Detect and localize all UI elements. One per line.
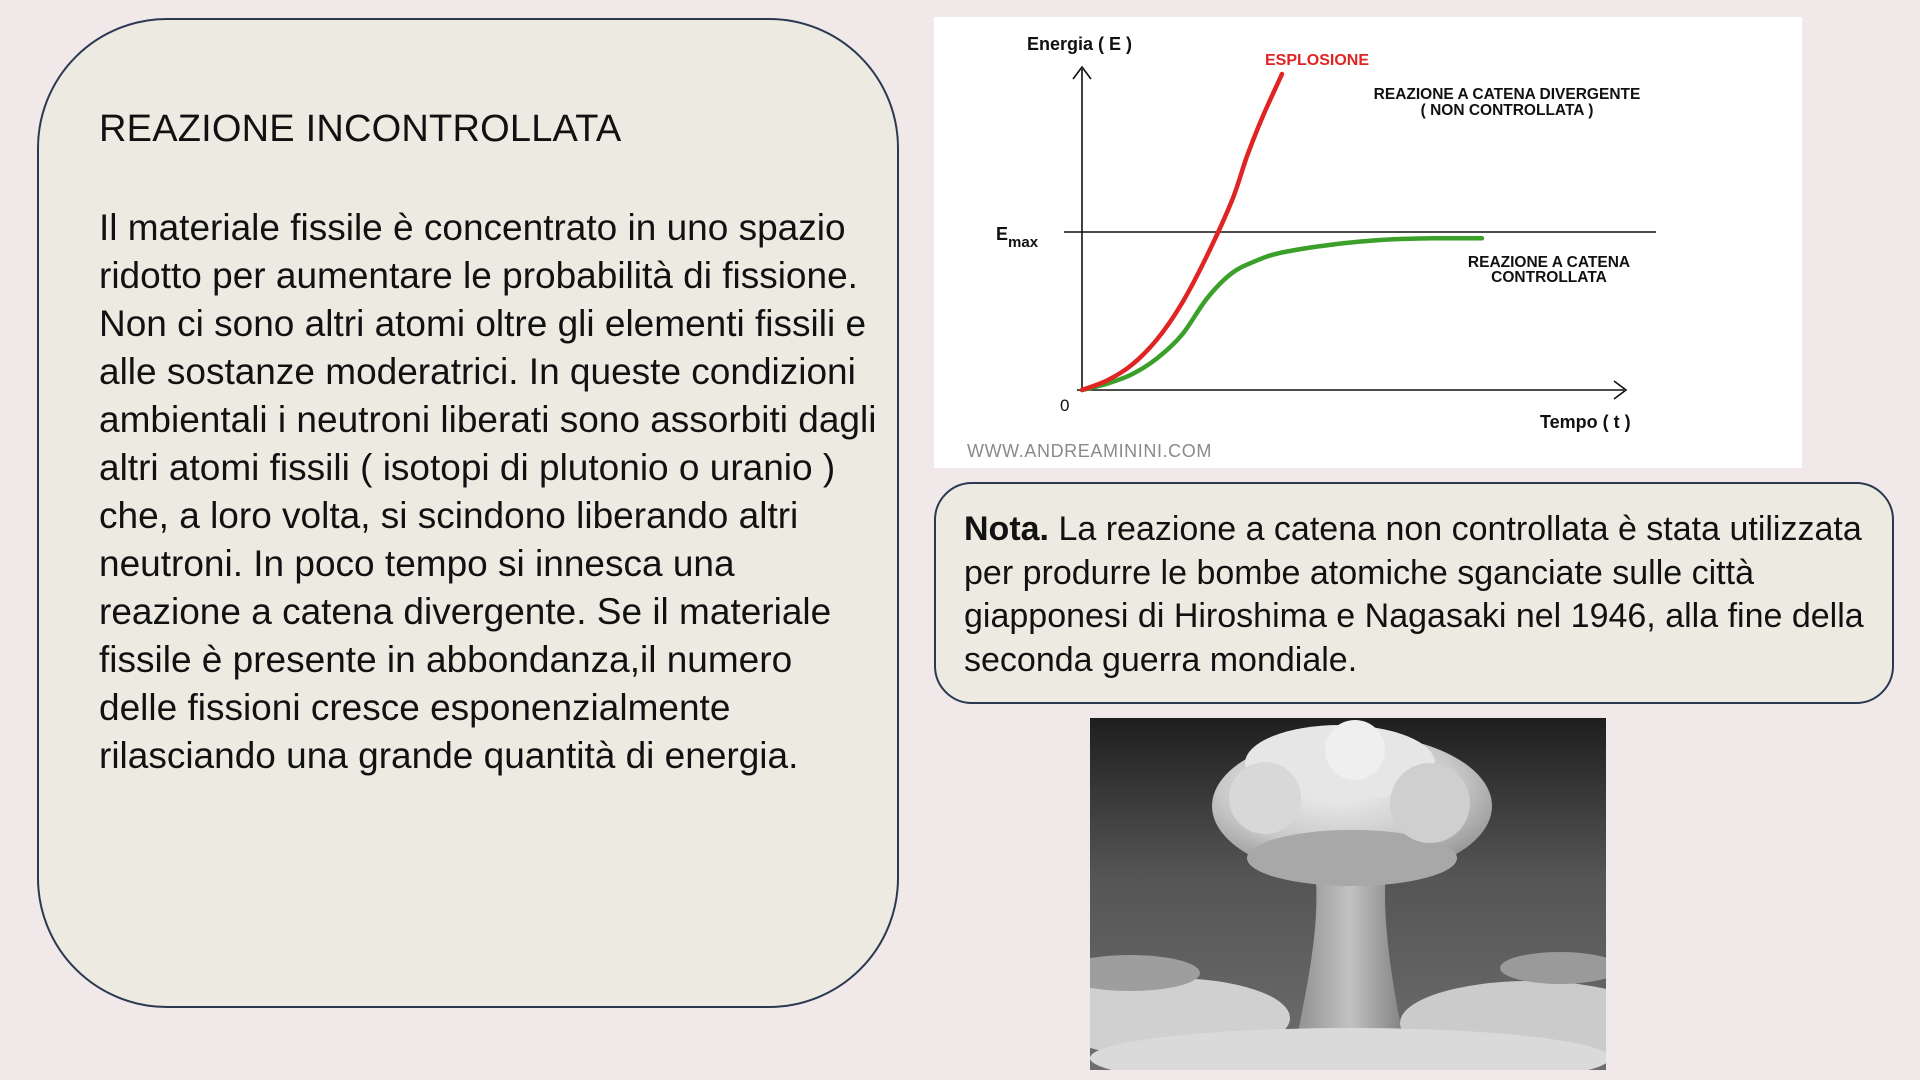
note-label: Nota. [964, 510, 1049, 548]
divergent-label-line2: ( NON CONTROLLATA ) [1420, 102, 1594, 119]
cloud-puff [1325, 720, 1385, 780]
main-text-card [37, 18, 899, 1008]
explosion-label: ESPLOSIONE [1265, 52, 1370, 69]
cloud-puff [1229, 762, 1301, 834]
emax-letter: E [996, 224, 1009, 244]
main-title: REAZIONE INCONTROLLATA [99, 108, 622, 150]
mushroom-cloud-photo [1090, 718, 1606, 1070]
chart-canvas [934, 17, 1802, 468]
note-text [964, 508, 1864, 682]
chart-watermark: WWW.ANDREAMININI.COM [967, 441, 1212, 461]
x-axis-label: Tempo ( t ) [1540, 412, 1631, 432]
cloud-puff [1390, 763, 1470, 843]
y-axis-label: Energia ( E ) [1027, 34, 1133, 54]
main-body-text: Il materiale fissile è concentrato in uno spazio ridotto per aumentare le probabilità di fissione. Non ci sono altri atomi oltre gli elementi fissili e alle sostanze moderatrici. In queste condizioni ambientali i neutroni liberati sono assorbiti dagli altri atomi fissili ( isotopi di plutonio o uranio ) che, a loro volta, si scindono liberando altri neutroni. In poco tempo si innesca una reazione a catena divergente. Se il materiale fissile è presente in abbondanza,il numero delle fissioni cresce esponenzialmente rilasciando una grande quantità di energia. [99, 207, 877, 776]
chain-reaction-chart [934, 17, 1802, 468]
mushroom-cloud-image [1090, 718, 1606, 1070]
emax-label [996, 224, 1039, 251]
controlled-label-line1: REAZIONE A CATENA [1467, 254, 1631, 271]
note-card [934, 482, 1894, 704]
controlled-reaction-curve [1082, 238, 1482, 390]
origin-label: 0 [1060, 396, 1070, 415]
controlled-label-line2: CONTROLLATA [1491, 269, 1607, 286]
note-body: La reazione a catena non controllata è stata utilizzata per produrre le bombe atomiche sganciate sulle città giapponesi di Hiroshima e Nagasaki nel 1946, alla fine della seconda guerra mondiale. [964, 510, 1864, 679]
divergent-label-line1: REAZIONE A CATENA DIVERGENTE [1373, 86, 1641, 103]
emax-subscript: max [1008, 234, 1039, 251]
